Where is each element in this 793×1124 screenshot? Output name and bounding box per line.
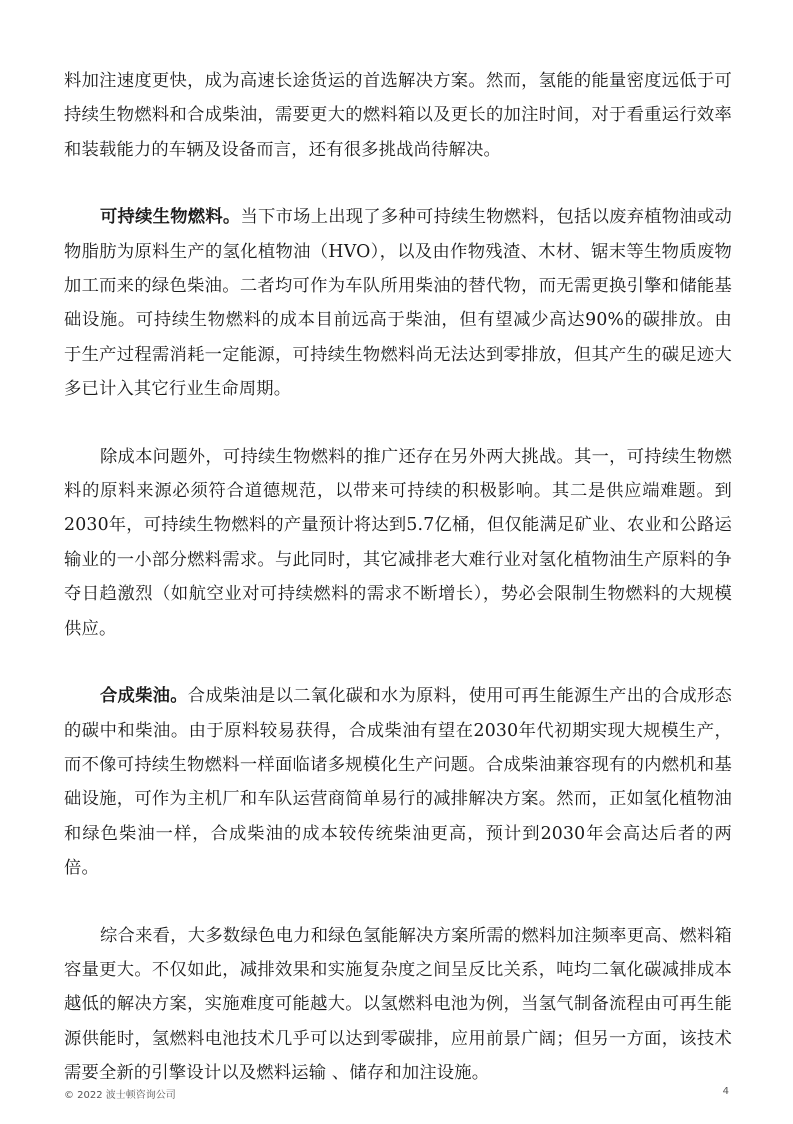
paragraph-body-synthetic-diesel: 合成柴油是以二氧化碳和水为原料，使用可再生能源生产出的合成形态的碳中和柴油。由于原料较易获得，合成柴油有望在2030年代初期实现大规模生产，而不像可持续生物燃料一样面临诸多规模化生产问题。合成柴油兼容现有的内燃机和基础设施，可作为主机厂和车队运营商简单易行的减排解决方案。然而，正如氢化植物油和绿色柴油一样，合成柴油的成本较传统柴油更高，预计到2030年会高达后者的两倍。 [64, 686, 732, 879]
paragraph-hydrogen-continued: 料加注速度更快，成为高速长途货运的首选解决方案。然而，氢能的能量密度远低于可持续生物燃料和合成柴油，需要更大的燃料箱以及更长的加注时间，对于看重运行效率和装载能力的车辆及设备而言，还有很多挑战尚待解决。 [64, 71, 732, 160]
paragraph-summary: 综合来看，大多数绿色电力和绿色氢能解决方案所需的燃料加注频率更高、燃料箱容量更大。不仅如此，减排效果和实施复杂度之间呈反比关系，吨均二氧化碳减排成本越低的解决方案，实施难度可能越大。以氢燃料电池为例，当氢气制备流程由可再生能源供能时，氢燃料电池技术几乎可以达到零碳排，应用前景广阔；但另一方面，该技术需要全新的引擎设计以及燃料运输 、储存和加注设施。 [64, 925, 732, 1084]
paragraph-synthetic-diesel [64, 679, 732, 885]
footer-copyright: © 2022 波士顿咨询公司 [64, 1090, 176, 1101]
paragraph-lead-sustainable-biofuels: 可持续生物燃料。 [100, 207, 241, 228]
paragraph-body-sustainable-biofuels: 当下市场上出现了多种可持续生物燃料，包括以废弃植物油或动物脂肪为原料生产的氢化植物油（HVO），以及由作物残渣、木材、锯末等生物质废物加工而来的绿色柴油。二者均可作为车队所用柴油的替代物，而无需更换引擎和储能基础设施。可持续生物燃料的成本目前远高于柴油，但有望减少高达90%的碳排放。由于生产过程需消耗一定能源，可持续生物燃料尚无法达到零排放，但其产生的碳足迹大多已计入其它行业生命周期。 [64, 207, 732, 400]
paragraph-lead-synthetic-diesel: 合成柴油。 [100, 686, 188, 707]
document-body [64, 64, 732, 1124]
page-number: 4 [722, 1086, 729, 1097]
paragraph-sustainable-biofuels [64, 200, 732, 406]
paragraph-biofuel-challenges: 除成本问题外，可持续生物燃料的推广还存在另外两大挑战。其一，可持续生物燃料的原料来源必须符合道德规范，以带来可持续的积极影响。其二是供应端难题。到2030年，可持续生物燃料的产量预计将达到5.7亿桶，但仅能满足矿业、农业和公路运输业的一小部分燃料需求。与此同时，其它减排老大难行业对氢化植物油生产原料的争夺日趋激烈（如航空业对可持续燃料的需求不断增长），势必会限制生物燃料的大规模供应。 [64, 446, 732, 639]
